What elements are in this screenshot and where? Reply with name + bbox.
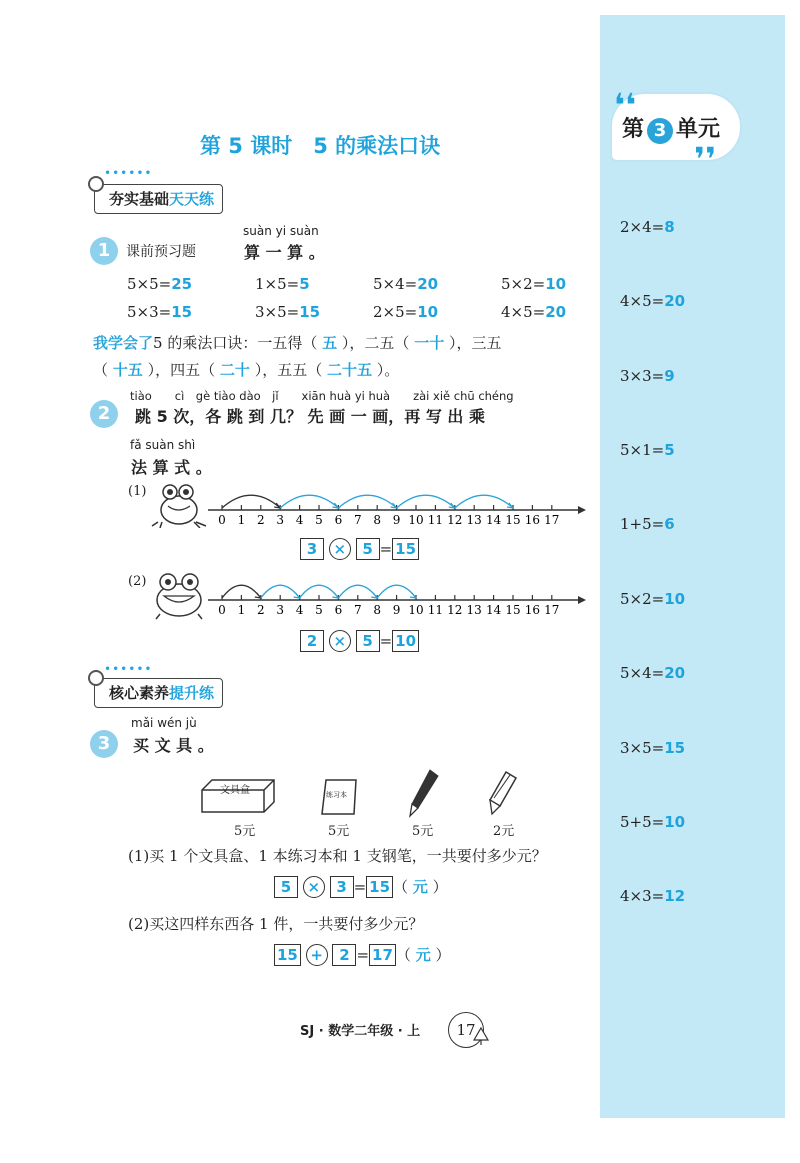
tick-label: 0 — [218, 603, 226, 617]
price-label: 5元 — [412, 824, 434, 839]
tick-label: 1 — [237, 513, 246, 527]
tick-label: 9 — [392, 513, 401, 527]
question-number-2: 2 — [90, 400, 118, 428]
tick-label: 11 — [427, 513, 444, 527]
tick-label: 3 — [276, 603, 285, 617]
sidebar-equation: 4×5=20 — [620, 292, 686, 310]
tick-label: 10 — [408, 513, 424, 527]
footer-text: SJ · 数学二年级 · 上 — [300, 1024, 421, 1039]
tick-label: 14 — [485, 513, 502, 527]
price-label: 5元 — [328, 824, 350, 839]
number-line-1 — [200, 480, 590, 530]
q1-learned-line2: （ 十五 ），四五（ 二十 ），五五（ 二十五 ）。 — [93, 361, 400, 379]
price-label: 2元 — [493, 824, 515, 839]
q1-pinyin: suàn yi suàn — [243, 224, 319, 238]
jump-arc — [455, 495, 513, 508]
jump-arrow — [410, 593, 416, 598]
tick-label: 17 — [544, 513, 560, 527]
q1-equation: 5×2=10 — [501, 275, 567, 293]
tick-label: 11 — [427, 603, 444, 617]
tick-label: 5 — [315, 513, 323, 527]
tick-label: 9 — [392, 603, 401, 617]
jump-arc — [397, 495, 455, 508]
tick-label: 16 — [524, 603, 541, 617]
tick-label: 8 — [373, 513, 382, 527]
q2-part1-label: (1) — [128, 484, 147, 499]
section-tab-advanced: 核心素养提升练 — [94, 678, 223, 708]
q2-line2: 法 算 式 。 — [131, 458, 212, 477]
tree-icon — [472, 1026, 490, 1046]
tick-label: 1 — [237, 603, 246, 617]
tick-label: 12 — [447, 603, 463, 617]
q3-pinyin: mǎi wén jù — [131, 716, 197, 730]
arrow-head — [578, 596, 586, 604]
q1-title: 算 一 算 。 — [244, 243, 325, 262]
tick-label: 7 — [353, 513, 362, 527]
price-label: 5元 — [234, 824, 256, 839]
q1-equation: 1×5=5 — [255, 275, 310, 293]
jump-arc — [280, 495, 338, 508]
q1-equation: 5×4=20 — [373, 275, 439, 293]
tick-label: 13 — [466, 513, 482, 527]
sidebar-equation: 3×3=9 — [620, 367, 675, 385]
sidebar-equation: 3×5=15 — [620, 739, 686, 757]
lesson-title: 第 5 课时 5 的乘法口诀 — [200, 134, 441, 158]
unit-label: 第 3 单元 — [622, 117, 721, 142]
jump-arrow — [332, 593, 338, 598]
exercise-book-label: 练习本 — [326, 791, 347, 799]
q1-equation: 5×5=25 — [127, 275, 193, 293]
q1-equation: 2×5=10 — [373, 303, 439, 321]
q3-answer-equation-1: 5 × 3 = 15 （ 元 ） — [274, 876, 448, 898]
sidebar-equation: 5×1=5 — [620, 441, 675, 459]
q2-pinyin-line2: fǎ suàn shì — [130, 438, 196, 452]
sidebar-equation: 5×4=20 — [620, 664, 686, 682]
jump-arrow — [294, 593, 300, 598]
tick-label: 2 — [256, 513, 265, 527]
page-number: 17 — [448, 1012, 484, 1048]
q1-learned-line1: 我学会了5 的乘法口诀：一五得（ 五 ），二五（ 一十 ），三五 — [93, 334, 502, 352]
sidebar-equation: 2×4=8 — [620, 218, 675, 236]
q2-line1: 跳 5 次，各 跳 到 几？ 先 画 一 画，再 写 出 乘 — [135, 407, 485, 426]
tick-label: 16 — [524, 513, 541, 527]
q1-equation: 5×3=15 — [127, 303, 193, 321]
sidebar-equation: 1+5=6 — [620, 515, 675, 533]
decorative-dots: •••••• — [104, 166, 153, 180]
tick-label: 15 — [505, 513, 521, 527]
pencil-box-label: 文具盒 — [220, 785, 250, 796]
arrow-head — [578, 506, 586, 514]
open-quote-icon: ❛❛ — [614, 86, 637, 124]
tick-label: 7 — [353, 603, 362, 617]
q2-pinyin-line1: tiào cì gè tiào dào jǐ xiān huà yi huà zài xiě chū chéng — [130, 389, 514, 403]
tick-label: 15 — [505, 603, 521, 617]
q2-answer-equation-1: 3 × 5 = 15 — [300, 538, 419, 560]
tick-label: 10 — [408, 603, 424, 617]
sidebar-equation: 5+5=10 — [620, 813, 686, 831]
sidebar-equation: 5×2=10 — [620, 590, 686, 608]
tick-label: 4 — [295, 603, 304, 617]
paperclip-icon — [88, 176, 104, 192]
question-number-1: 1 — [90, 237, 118, 265]
tick-label: 3 — [276, 513, 285, 527]
section-tab-basic: 夯实基础天天练 — [94, 184, 223, 214]
tick-label: 6 — [334, 513, 343, 527]
decorative-dots: •••••• — [104, 662, 153, 676]
tick-label: 17 — [544, 603, 560, 617]
pencil-icon — [488, 770, 520, 816]
jump-arrow — [371, 593, 377, 598]
q3-answer-equation-2: 15 + 2 = 17 （ 元 ） — [274, 944, 451, 966]
q2-answer-equation-2: 2 × 5 = 10 — [300, 630, 419, 652]
tick-label: 0 — [218, 513, 226, 527]
tick-label: 13 — [466, 603, 482, 617]
tick-label: 4 — [295, 513, 304, 527]
paperclip-icon — [88, 670, 104, 686]
jump-arc — [222, 495, 280, 508]
jump-arc — [338, 495, 396, 508]
q3-sub-question-2: (2)买这四样东西各 1 件，一共要付多少元？ — [128, 915, 424, 933]
sidebar-panel — [600, 15, 785, 1118]
q3-sub-question-1: (1)买 1 个文具盒、1 本练习本和 1 支钢笔，一共要付多少元？ — [128, 847, 547, 865]
tick-label: 5 — [315, 603, 323, 617]
close-quote-icon: ❜❜ — [694, 140, 717, 178]
tick-label: 6 — [334, 603, 343, 617]
number-line-2 — [200, 570, 590, 620]
q1-equation: 4×5=20 — [501, 303, 567, 321]
question-number-3: 3 — [90, 730, 118, 758]
q1-equation: 3×5=15 — [255, 303, 321, 321]
tick-label: 12 — [447, 513, 463, 527]
jump-arrow — [255, 593, 261, 598]
tick-label: 14 — [485, 603, 502, 617]
q1-lead: 课前预习题 — [126, 244, 196, 260]
tick-label: 8 — [373, 603, 382, 617]
q3-title: 买 文 具 。 — [133, 736, 214, 755]
q2-part2-label: (2) — [128, 574, 147, 589]
sidebar-equation: 4×3=12 — [620, 887, 686, 905]
fountain-pen-icon — [404, 768, 440, 818]
tick-label: 2 — [256, 603, 265, 617]
